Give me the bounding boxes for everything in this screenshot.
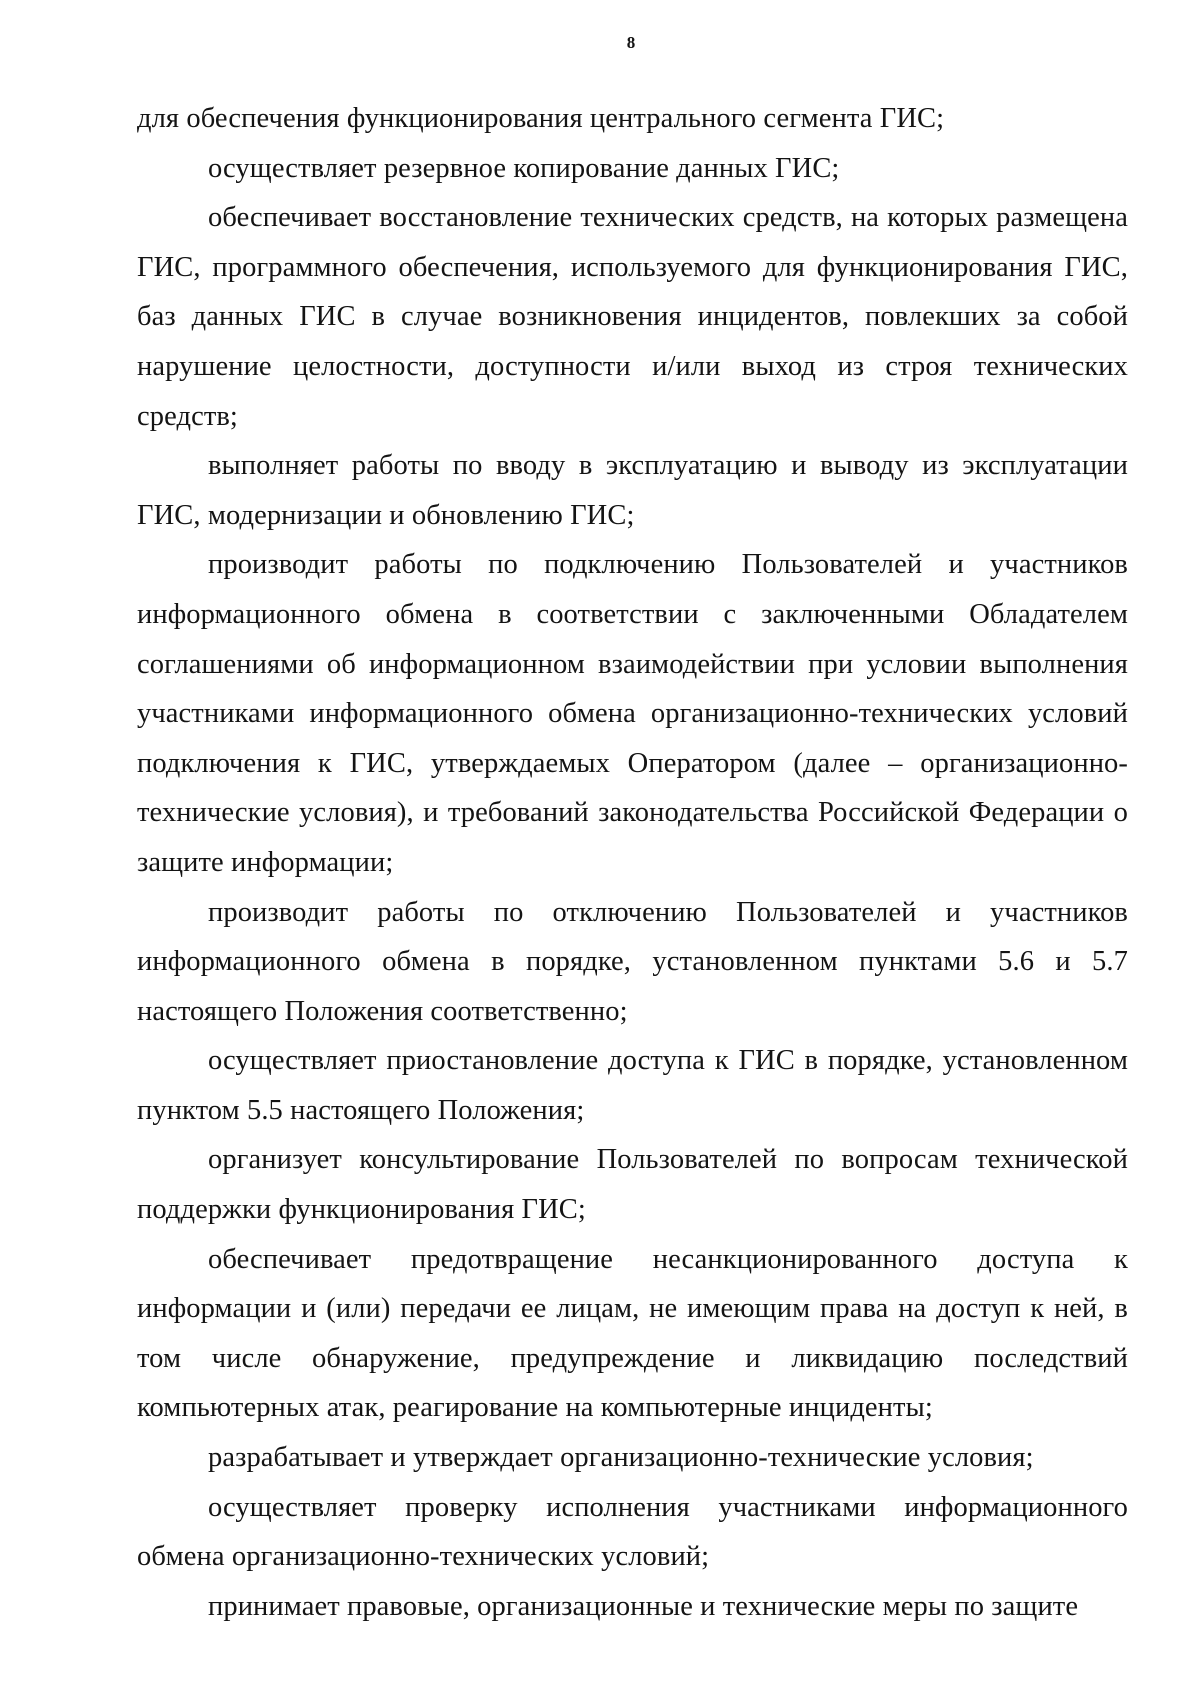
paragraph: обеспечивает предотвращение несанкционированного доступа к информации и (или) передачи ее лицам, не имеющим права на доступ к ней, в том числе обнаружение, предупреждение и ликвидацию последствий компьютерных атак, реагирование на компьютерные инциденты; [137, 1243, 1128, 1424]
paragraph: производит работы по подключению Пользователей и участников информационного обмена в соответствии с заключенными Обладателем соглашениями об информационном взаимодействии при условии выполнения участниками информационного обмена организационно-технических условий подключения к ГИС, утверждаемых Оператором (далее – организационно-технические условия), и требований законодательства Российской Федерации о защите информации; [137, 549, 1128, 878]
document-body [137, 94, 1128, 1631]
paragraph: производит работы по отключению Пользователей и участников информационного обмена в порядке, установленном пунктами 5.6 и 5.7 настоящего Положения соответственно; [137, 896, 1128, 1027]
paragraph: обеспечивает восстановление технических средств, на которых размещена ГИС, программного обеспечения, используемого для функционирования ГИС, баз данных ГИС в случае возникновения инцидентов, повлекших за собой нарушение целостности, доступности и/или выход из строя технических средств; [137, 202, 1128, 432]
paragraph: разрабатывает и утверждает организационно-технические условия; [208, 1442, 1034, 1474]
paragraph: осуществляет проверку исполнения участниками информационного обмена организационно-технических условий; [137, 1491, 1128, 1573]
paragraph: выполняет работы по вводу в эксплуатацию и выводу из эксплуатации ГИС, модернизации и обновлению ГИС; [137, 450, 1128, 531]
paragraph: осуществляет приостановление доступа к ГИС в порядке, установленном пунктом 5.5 настоящего Положения; [137, 1045, 1128, 1126]
paragraph: принимает правовые, организационные и технические меры по защите [208, 1590, 1079, 1622]
paragraph: осуществляет резервное копирование данных ГИС; [208, 152, 840, 184]
page-number: 8 [626, 33, 636, 52]
paragraph: для обеспечения функционирования центрального сегмента ГИС; [137, 103, 945, 134]
paragraph: организует консультирование Пользователей по вопросам технической поддержки функционирования ГИС; [137, 1144, 1128, 1226]
